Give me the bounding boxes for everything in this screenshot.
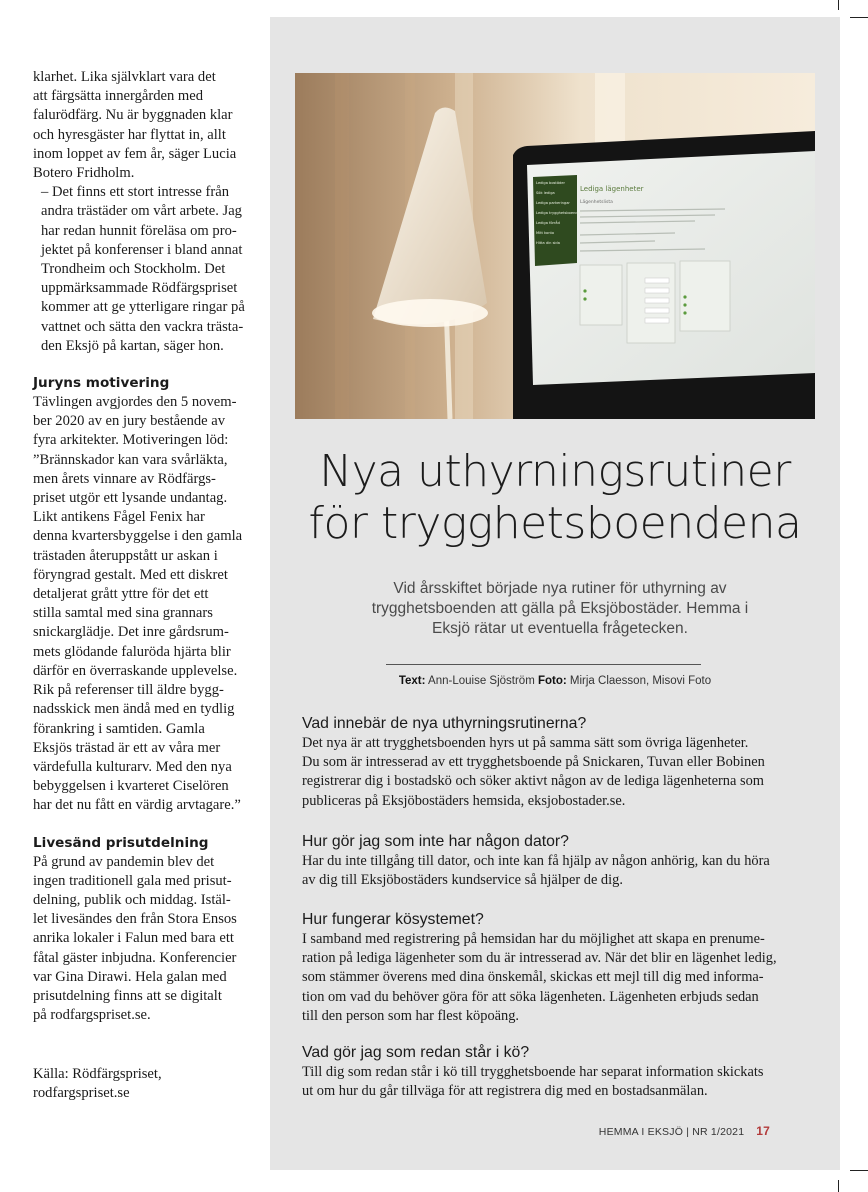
paragraph: [33, 68, 249, 183]
text-line: denna kvartersbyggelse i den gamla: [33, 528, 243, 545]
text-line: bebyggelsen i kvarteret Ciselören: [33, 778, 229, 795]
text-line: registrerar dig i bostadskö och söker aktivt någon av de lediga lägenheterna som: [302, 773, 764, 790]
text-line: därför en överraskande upplevelse.: [33, 662, 238, 679]
screen-menu-item: Lediga bostäder: [536, 181, 565, 185]
text-line: jektet på konferenser i bland annat: [41, 241, 243, 258]
page-number: 17: [756, 1124, 770, 1138]
text-line: stilla samtal med sina grannars: [33, 605, 213, 622]
text-line: Likt antikens Fågel Fenix har: [33, 509, 205, 526]
text-line: att färgsätta innergården med: [33, 88, 204, 105]
screen-menu-item: Hitta din sida: [536, 241, 560, 245]
qa-answer: [302, 1063, 802, 1101]
crop-mark: [850, 1170, 868, 1171]
text-line: falurödfärg. Nu är byggnaden klar: [33, 107, 233, 124]
qa-answer: [302, 930, 802, 1026]
source-note: [33, 1065, 249, 1103]
text-line: vattnet och sätta den vackra trästa-: [41, 318, 244, 335]
byline: [270, 675, 840, 687]
text-line: ration på lediga lägenheter som du är intresserad av. När det blir en lägenhet ledig,: [302, 950, 777, 967]
text-line: på rodfargspriset.se.: [33, 1007, 151, 1024]
text-line: Trondheim och Stockholm. Det: [41, 261, 226, 278]
text-line: Du som är intresserad av ett trygghetsboende på Snickaren, Tuvan eller Bobinen: [302, 754, 765, 771]
screen-menu-item: Lediga trygghetsboenden: [536, 211, 583, 215]
text-line: och hyresgäster har flyttat in, allt: [33, 126, 226, 143]
text-line: har redan hunnit föreläsa om pro-: [41, 222, 237, 239]
qa-block: [302, 1043, 802, 1101]
screen-menu-item: Sök lediga: [536, 191, 555, 195]
text-line: I samband med registrering på hemsidan har du möjlighet att skapa en prenume-: [302, 931, 765, 947]
ingress-line: Eksjö rätar ut eventuella frågetecken.: [432, 620, 688, 637]
text-line: På grund av pandemin blev det: [33, 853, 215, 870]
text-line: priset utgör ett lysande undantag.: [33, 490, 228, 507]
paragraph: [33, 183, 249, 356]
screen-menu-item: Mitt konto: [536, 231, 555, 235]
text-line: Källa: Rödfärgspriset,: [33, 1066, 162, 1082]
text-line: Det nya är att trygghetsboenden hyrs ut på samma sätt som övriga lägenheter.: [302, 735, 749, 751]
page-footer: [560, 1124, 770, 1138]
text-line: kommer att ge ytterligare ringar på: [41, 299, 245, 316]
screen-page-title: Lediga lägenheter: [580, 185, 644, 193]
text-line: inom loppet av fem år, säger Lucia: [33, 145, 237, 162]
headline-line: för trygghetsboendena: [308, 498, 802, 549]
text-line: snickarglädje. Det inre gårdsrum-: [33, 624, 229, 641]
text-line: värdefulla kulturarv. Med den nya: [33, 758, 232, 775]
crop-mark: [838, 0, 839, 10]
ingress-line: Vid årsskiftet började nya rutiner för uthyrning av: [393, 580, 727, 597]
article-headline: [270, 446, 840, 550]
text-line: uppmärksammade Rödfärgspriset: [41, 280, 238, 297]
text-line: anrika lokaler i Falun med bara ett: [33, 930, 234, 947]
text-line: den Eksjö på kartan, säger hon.: [41, 337, 224, 354]
text-line: publiceras på Eksjöbostäders hemsida, eksjobostader.se.: [302, 792, 626, 809]
qa-block: [302, 910, 802, 1026]
text-line: mets glödande faluröda hjärta blir: [33, 643, 231, 660]
screen-page-subtitle: Lägenhetslista: [580, 200, 613, 205]
crop-mark: [838, 1180, 839, 1192]
text-line: tion om vad du behöver göra för att söka lägenheten. Lägenheten erbjuds sedan: [302, 988, 759, 1005]
text-line: – Det finns ett stort intresse från: [41, 184, 230, 201]
article-photo: [295, 73, 815, 419]
text-line: ”Brännskador kan vara svårläkta,: [33, 451, 228, 468]
subheading: Livesänd prisutdelning: [33, 834, 209, 851]
divider: [386, 664, 701, 665]
text-line: rodfargspriset.se: [33, 1085, 130, 1102]
qa-question: Hur fungerar kösystemet?: [302, 911, 484, 928]
screen-menu-item: Lediga förråd: [536, 221, 560, 225]
text-line: som stämmer överens med dina önskemål, skickas ett mejl till dig med informa-: [302, 969, 764, 986]
text-line: har det nu fått en värdig arvtagare.”: [33, 797, 241, 814]
byline-text-label: Text:: [398, 675, 426, 687]
text-line: föryngrad gestalt. Med ett diskret: [33, 566, 228, 583]
qa-question: Vad gör jag som redan står i kö?: [302, 1044, 530, 1061]
byline-photo-label: Foto:: [537, 675, 567, 687]
qa-block: [302, 832, 802, 890]
qa-question: Vad innebär de nya uthyrningsrutinerna?: [302, 715, 587, 732]
text-line: Tävlingen avgjordes den 5 novem-: [33, 394, 237, 411]
text-line: Rik på referenser till äldre bygg-: [33, 682, 224, 699]
qa-answer: [302, 734, 802, 811]
text-line: ingen traditionell gala med prisut-: [33, 872, 232, 889]
text-line: prisutdelning finns att se digitalt: [33, 987, 222, 1004]
text-line: av dig till Eksjöbostäders kundservice så hjälper de dig.: [302, 872, 623, 889]
qa-block: [302, 714, 802, 811]
text-line: Eksjös trästad är ett av våra mer: [33, 739, 221, 756]
screen-menu-item: Lediga parkeringar: [536, 201, 570, 205]
text-line: Botero Fridholm.: [33, 165, 135, 182]
text-line: ber 2020 av en jury bestående av: [33, 413, 226, 430]
subheading: Juryns motivering: [33, 375, 170, 392]
text-line: men årets vinnare av Rödfärgs-: [33, 470, 216, 487]
text-line: Till dig som redan står i kö till trygghetsboende har separat information skickats: [302, 1064, 764, 1080]
footer-publication: HEMMA I EKSJÖ | NR 1/2021: [598, 1126, 745, 1138]
text-line: andra trästäder om vårt arbete. Jag: [41, 203, 242, 220]
text-line: till den person som har flest köpoäng.: [302, 1007, 520, 1024]
text-line: trästaden återuppstått ur askan i: [33, 547, 218, 564]
text-line: klarhet. Lika självklart vara det: [33, 69, 216, 85]
photo-illustration: [295, 73, 815, 419]
text-line: förankring i samtiden. Gamla: [33, 720, 205, 737]
crop-mark: [850, 17, 868, 18]
ingress-line: trygghetsboenden att gälla på Eksjöbostäder. Hemma i: [371, 600, 749, 617]
qa-answer: [302, 852, 802, 890]
text-line: fåtal gäster inbjudna. Konferencier: [33, 949, 237, 966]
left-column: [33, 68, 249, 1025]
paragraph: [33, 853, 249, 1026]
text-line: delning, publik och middag. Istäl-: [33, 891, 231, 908]
byline-author: Ann-Louise Sjöström: [425, 675, 538, 687]
text-line: var Gina Dirawi. Hela galan med: [33, 968, 227, 985]
text-line: let livesändes den från Stora Ensos: [33, 911, 237, 928]
qa-question: Hur gör jag som inte har någon dator?: [302, 833, 569, 850]
paragraph: [33, 393, 249, 815]
text-line: detaljerat grått yttre för det ett: [33, 586, 209, 603]
text-line: fyra arkitekter. Motiveringen löd:: [33, 432, 229, 449]
byline-photographer: Mirja Claesson, Misovi Foto: [566, 675, 712, 687]
headline-line: Nya uthyrningsrutiner: [319, 446, 791, 497]
text-line: Har du inte tillgång till dator, och inte kan få hjälp av någon anhörig, kan du höra: [302, 853, 770, 869]
article-ingress: [330, 579, 790, 639]
text-line: nadsskick men ändå med en tydlig: [33, 701, 235, 718]
text-line: ut om hur du går tillväga för att registrera dig med en bostadsanmälan.: [302, 1083, 708, 1100]
